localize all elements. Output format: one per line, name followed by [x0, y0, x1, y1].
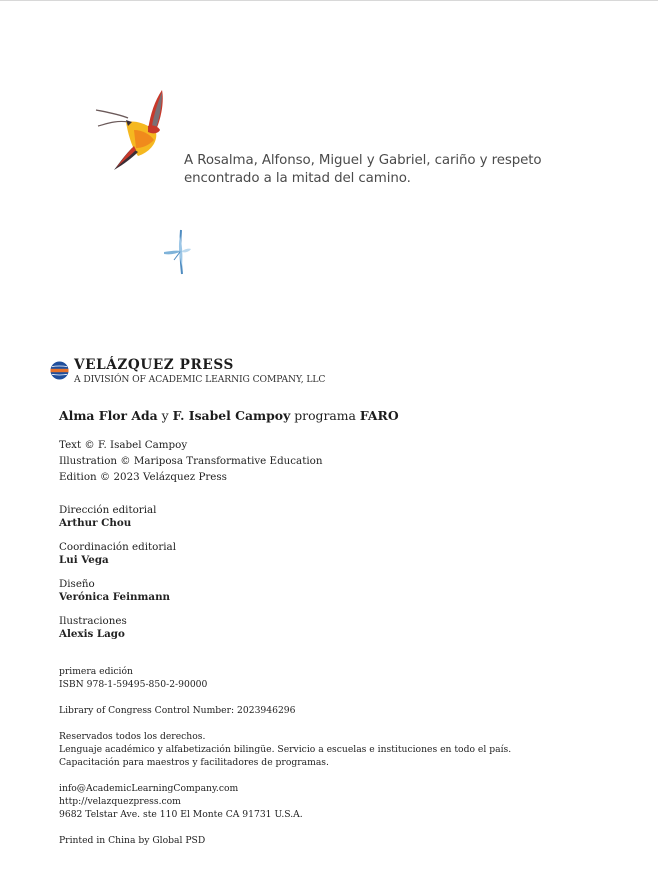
- dedication-text: [184, 152, 604, 188]
- role-name: Verónica Feinmann: [59, 591, 171, 603]
- copyright-credits: [59, 437, 322, 485]
- role-title: Diseño: [59, 578, 95, 590]
- series-connector: y: [157, 408, 173, 423]
- credit-text: Text © F. Isabel Campoy: [59, 439, 188, 451]
- contact-info: [59, 782, 303, 821]
- role-title: Coordinación editorial: [59, 541, 176, 553]
- library-of-congress: [59, 704, 295, 717]
- dedication-line-2: encontrado a la mitad del camino.: [184, 171, 411, 186]
- blue-swallow-icon: [160, 226, 192, 278]
- role-name: Lui Vega: [59, 554, 109, 566]
- contact-website: http://velazquezpress.com: [59, 796, 181, 807]
- role-direccion: [59, 504, 156, 530]
- series-line: [59, 408, 399, 423]
- role-ilustraciones: [59, 615, 127, 641]
- rights-line-1: Reservados todos los derechos.: [59, 731, 206, 742]
- printed-in: [59, 834, 205, 847]
- velazquez-press-logo-icon: [50, 361, 69, 380]
- author-1: Alma Flor Ada: [59, 408, 158, 423]
- program-name: FARO: [359, 408, 399, 423]
- contact-email: info@AcademicLearningCompany.com: [59, 783, 239, 794]
- rights-notice: [59, 730, 511, 769]
- publisher-subtitle: A DIVISIÓN OF ACADEMIC LEARNIG COMPANY, LLC: [74, 374, 326, 385]
- publisher-name: VELÁZQUEZ PRESS: [74, 357, 234, 373]
- rights-line-2: Lenguaje académico y alfabetización bilingüe. Servicio a escuelas e instituciones en todo el país.: [59, 744, 512, 755]
- edition-label: primera edición: [59, 666, 133, 677]
- dedication-line-1: A Rosalma, Alfonso, Miguel y Gabriel, cariño y respeto: [184, 153, 542, 168]
- printed-text: Printed in China by Global PSD: [59, 835, 206, 846]
- edition-info: [59, 665, 207, 691]
- rights-line-3: Capacitación para maestros y facilitadores de programas.: [59, 757, 329, 768]
- role-diseno: [59, 578, 170, 604]
- role-title: Ilustraciones: [59, 615, 127, 627]
- credit-edition: Edition © 2023 Velázquez Press: [59, 471, 227, 483]
- contact-address: 9682 Telstar Ave. ste 110 El Monte CA 91731 U.S.A.: [59, 809, 303, 820]
- role-title: Dirección editorial: [59, 504, 157, 516]
- yellow-swallow-icon: [92, 86, 174, 174]
- program-word: programa: [290, 408, 360, 423]
- isbn: ISBN 978-1-59495-850-2-90000: [59, 679, 208, 690]
- author-2: F. Isabel Campoy: [172, 408, 291, 423]
- role-name: Arthur Chou: [59, 517, 132, 529]
- credit-illustration: Illustration © Mariposa Transformative Education: [59, 455, 323, 467]
- role-coordinacion: [59, 541, 176, 567]
- role-name: Alexis Lago: [59, 628, 125, 640]
- loc-number: Library of Congress Control Number: 2023946296: [59, 705, 296, 716]
- page-top-border: [0, 0, 658, 1]
